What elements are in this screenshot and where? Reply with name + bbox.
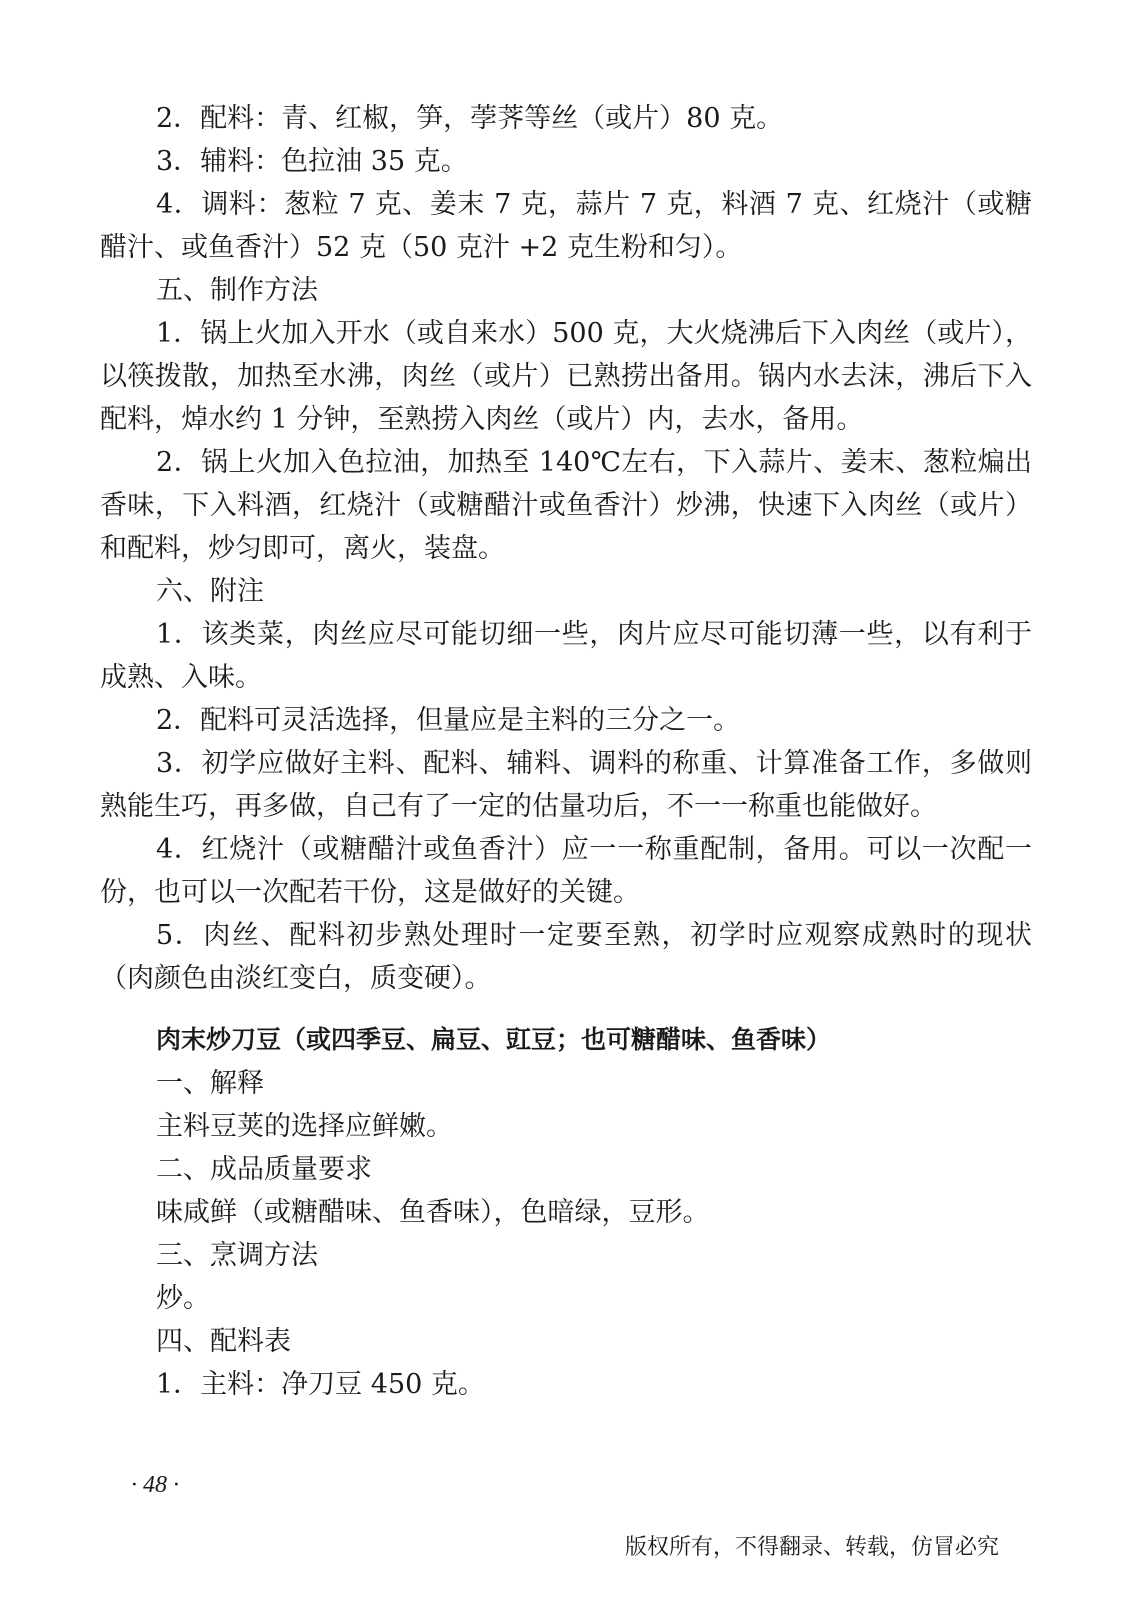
- section-heading: 五、制作方法: [156, 275, 318, 306]
- paragraph: 2．配料可灵活选择，但量应是主料的三分之一。: [156, 705, 741, 736]
- recipe-title: 肉末炒刀豆（或四季豆、扁豆、豇豆；也可糖醋味、鱼香味）: [156, 1025, 832, 1054]
- section-heading: 四、配料表: [156, 1326, 291, 1357]
- paragraph: 味咸鲜（或糖醋味、鱼香味），色暗绿，豆形。: [156, 1197, 710, 1228]
- paragraph: 5．肉丝、配料初步熟处理时一定要至熟，初学时应观察成熟时的现状（肉颜色由淡红变白，质变硬）。: [100, 920, 1032, 994]
- paragraph: 4．调料：葱粒 7 克、姜末 7 克，蒜片 7 克，料酒 7 克、红烧汁（或糖醋汁、或鱼香汁）52 克（50 克汁 +2 克生粉和匀）。: [100, 189, 1032, 263]
- page-number: · 48 ·: [131, 1472, 179, 1498]
- paragraph: 主料豆荚的选择应鲜嫩。: [156, 1111, 453, 1142]
- section-heading: 三、烹调方法: [156, 1240, 318, 1271]
- section-heading: 一、解释: [156, 1068, 264, 1099]
- paragraph: 1．主料：净刀豆 450 克。: [156, 1369, 485, 1400]
- paragraph: 炒。: [156, 1283, 210, 1314]
- paragraph: 1．该类菜，肉丝应尽可能切细一些，肉片应尽可能切薄一些，以有利于成熟、入味。: [100, 619, 1032, 693]
- paragraph: 2．锅上火加入色拉油，加热至 140℃左右，下入蒜片、姜末、葱粒煸出香味，下入料酒，红烧汁（或糖醋汁或鱼香汁）炒沸，快速下入肉丝（或片）和配料，炒匀即可，离火，装盘。: [100, 447, 1032, 564]
- paragraph: 1．锅上火加入开水（或自来水）500 克，大火烧沸后下入肉丝（或片），以筷拨散，加热至水沸，肉丝（或片）已熟捞出备用。锅内水去沫，沸后下入配料，焯水约 1 分钟，至熟捞入肉丝（或片）内，去水，备用。: [100, 318, 1032, 435]
- copyright-notice: 版权所有，不得翻录、转载，仿冒必究: [624, 1535, 999, 1560]
- paragraph: 2．配料：青、红椒，笋，荸荠等丝（或片）80 克。: [156, 103, 784, 134]
- page-content: [100, 97, 1032, 1406]
- paragraph: 4．红烧汁（或糖醋汁或鱼香汁）应一一称重配制，备用。可以一次配一份，也可以一次配若干份，这是做好的关键。: [100, 834, 1032, 908]
- paragraph: 3．辅料：色拉油 35 克。: [156, 146, 468, 177]
- section-heading: 二、成品质量要求: [156, 1154, 372, 1185]
- section-heading: 六、附注: [156, 576, 264, 607]
- paragraph: 3．初学应做好主料、配料、辅料、调料的称重、计算准备工作，多做则熟能生巧，再多做，自己有了一定的估量功后，不一一称重也能做好。: [100, 748, 1032, 822]
